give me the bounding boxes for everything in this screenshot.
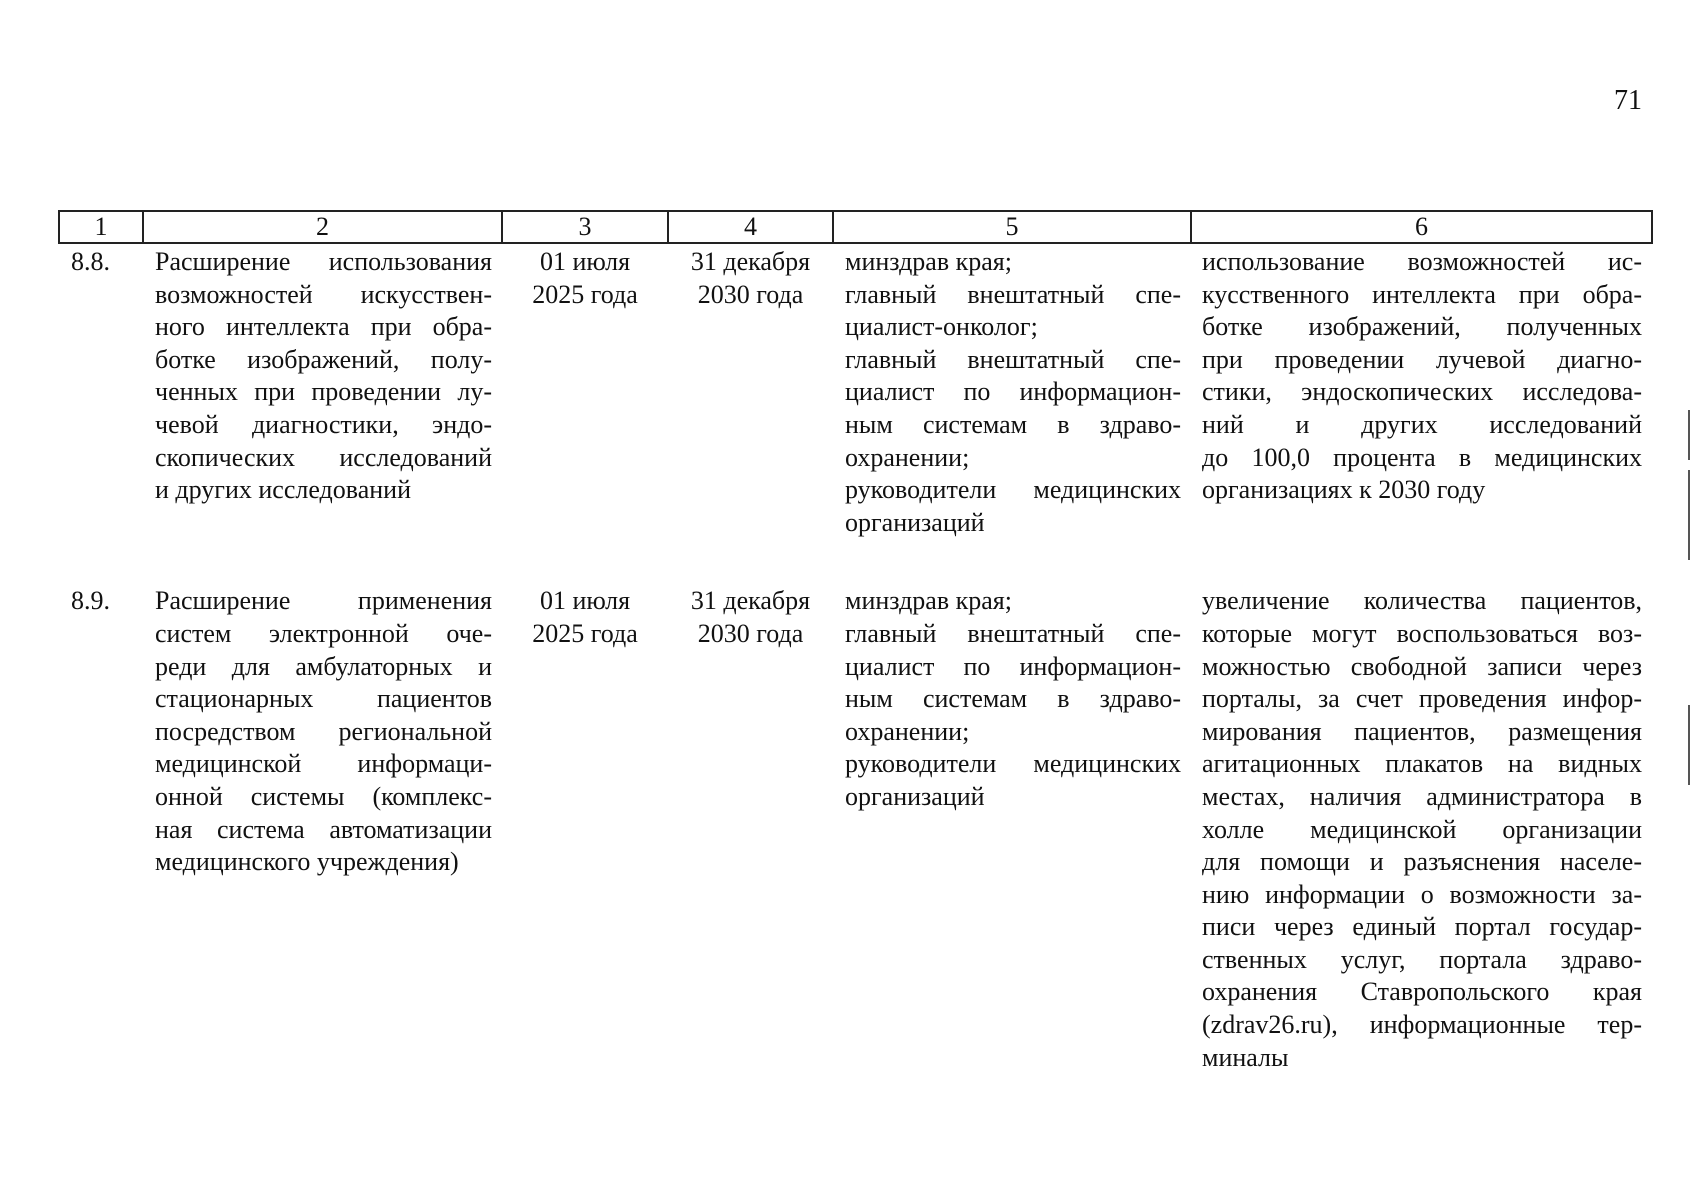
measure-line: ная система автоматизации	[155, 814, 492, 844]
responsible-line: циалист-онколог;	[845, 312, 1038, 342]
result-cell	[1191, 539, 1652, 1074]
result-line: охранения Ставропольского края	[1202, 977, 1642, 1007]
responsible-line: главный внештатный спе-	[845, 618, 1181, 648]
column-header-1: 1	[59, 211, 143, 243]
result-line: стики, эндоскопических исследова-	[1202, 377, 1642, 407]
row-number: 8.8.	[71, 247, 110, 276]
scan-margin-mark	[1688, 470, 1690, 560]
result-line: можностью свободной записи через	[1202, 651, 1642, 681]
table-row	[59, 539, 1652, 1074]
responsible-line: циалист по информацион-	[845, 377, 1181, 407]
result-line: писи через единый портал государ-	[1202, 912, 1642, 942]
start-date-cell	[502, 539, 668, 1074]
responsible-line: руководители медицинских	[845, 475, 1181, 505]
responsible-line: организаций	[845, 781, 985, 811]
column-header-5: 5	[833, 211, 1191, 243]
result-line: при проведении лучевой диагно-	[1202, 344, 1642, 374]
measure-line: чевой диагностики, эндо-	[155, 409, 492, 439]
result-line: ственных услуг, портала здраво-	[1202, 944, 1642, 974]
table-header-row	[59, 211, 1652, 243]
end-date-line: 31 декабря	[690, 586, 811, 616]
start-date-line: 2025 года	[532, 279, 638, 309]
result-line: ботке изображений, полученных	[1202, 312, 1642, 342]
responsible-line: минздрав края;	[845, 247, 1012, 276]
measure-line: возможностей искусствен-	[155, 279, 492, 309]
responsible-line: главный внештатный спе-	[845, 279, 1181, 309]
scan-margin-mark	[1688, 705, 1690, 785]
result-line: (zdrav26.ru), информационные тер-	[1202, 1010, 1642, 1040]
result-line: до 100,0 процента в медицинских	[1202, 442, 1642, 472]
measure-cell	[143, 243, 502, 539]
result-line: порталы, за счет проведения инфор-	[1202, 684, 1642, 714]
responsible-line: циалист по информацион-	[845, 651, 1181, 681]
column-header-4: 4	[668, 211, 833, 243]
responsible-line: ным системам в здраво-	[845, 684, 1181, 714]
measure-line: ботке изображений, полу-	[155, 344, 492, 374]
responsible-line: ным системам в здраво-	[845, 409, 1181, 439]
measure-line: посредством региональной	[155, 716, 492, 746]
measure-line: ченных при проведении лу-	[155, 377, 492, 407]
measure-line: реди для амбулаторных и	[155, 651, 492, 681]
measure-cell	[143, 539, 502, 1074]
result-line: агитационных плакатов на видных	[1202, 749, 1642, 779]
result-line: миналы	[1202, 1042, 1289, 1072]
measure-line: Расширение использования	[155, 247, 492, 276]
result-cell	[1191, 243, 1652, 539]
measures-table	[58, 210, 1653, 1074]
responsible-cell	[833, 539, 1191, 1074]
measure-line: Расширение применения	[155, 586, 492, 616]
result-line: мирования пациентов, размещения	[1202, 716, 1642, 746]
result-line: местах, наличия администратора в	[1202, 781, 1642, 811]
result-line: нию информации о возможности за-	[1202, 879, 1642, 909]
table-row	[59, 243, 1652, 539]
column-header-6: 6	[1191, 211, 1652, 243]
scan-margin-mark	[1688, 410, 1690, 460]
end-date-line: 2030 года	[697, 279, 804, 309]
column-header-3: 3	[502, 211, 668, 243]
measure-line: медицинской информаци-	[155, 749, 492, 779]
responsible-line: охранении;	[845, 716, 970, 746]
row-number: 8.9.	[71, 586, 110, 616]
measure-line: медицинского учреждения)	[155, 847, 459, 877]
measures-table-container	[58, 210, 1651, 1074]
measure-line: ного интеллекта при обра-	[155, 312, 492, 342]
measure-line: систем электронной оче-	[155, 618, 492, 648]
result-line: ний и других исследований	[1202, 409, 1642, 439]
responsible-line: руководители медицинских	[845, 749, 1181, 779]
end-date-line: 2030 года	[697, 618, 804, 648]
result-line: использование возможностей ис-	[1202, 247, 1642, 276]
result-line: кусственного интеллекта при обра-	[1202, 279, 1642, 309]
responsible-cell	[833, 243, 1191, 539]
responsible-line: минздрав края;	[845, 586, 1012, 616]
start-date-cell	[502, 243, 668, 539]
responsible-line: охранении;	[845, 442, 970, 472]
measure-line: стационарных пациентов	[155, 684, 492, 714]
measure-line: и других исследований	[155, 475, 411, 505]
result-line: для помощи и разъяснения населе-	[1202, 847, 1642, 877]
start-date-line: 2025 года	[532, 618, 638, 648]
result-line: организациях к 2030 году	[1202, 475, 1486, 505]
start-date-line: 01 июля	[539, 586, 631, 616]
end-date-cell	[668, 243, 833, 539]
start-date-line: 01 июля	[539, 247, 631, 276]
result-line: увеличение количества пациентов,	[1202, 586, 1642, 616]
page-number: 71	[1614, 85, 1642, 116]
column-header-2: 2	[143, 211, 502, 243]
result-line: которые могут воспользоваться воз-	[1202, 618, 1642, 648]
responsible-line: организаций	[845, 507, 985, 537]
result-line: холле медицинской организации	[1202, 814, 1642, 844]
end-date-line: 31 декабря	[690, 247, 811, 276]
responsible-line: главный внештатный спе-	[845, 344, 1181, 374]
end-date-cell	[668, 539, 833, 1074]
measure-line: онной системы (комплекс-	[155, 781, 492, 811]
measure-line: скопических исследований	[155, 442, 492, 472]
